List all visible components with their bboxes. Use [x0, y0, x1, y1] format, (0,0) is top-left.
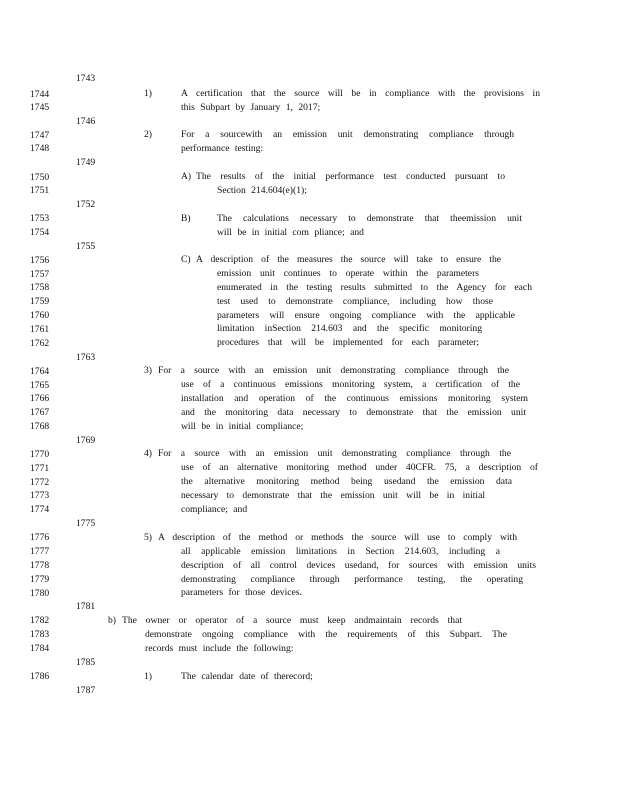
line-number: 1783: [30, 629, 50, 640]
line-number: 1761: [30, 324, 50, 335]
line-number: 1781: [76, 601, 96, 612]
paragraph-line: For a source with an emission unit demonstrating compliance through the: [158, 448, 511, 459]
line-number: 1774: [30, 504, 50, 515]
list-marker: C): [181, 254, 191, 265]
line-number: 1782: [30, 615, 50, 626]
paragraph-line: description of all control devices usedand, for sources with emission units: [181, 560, 536, 571]
line-number: 1749: [76, 157, 96, 168]
list-marker: 1): [144, 88, 152, 99]
paragraph-line: A description of the method or methods the source will use to comply with: [158, 532, 517, 543]
paragraph-line: enumerated in the testing results submitted to the Agency for each: [217, 282, 532, 293]
line-number: 1760: [30, 310, 50, 321]
line-number: 1757: [30, 269, 50, 280]
line-number: 1758: [30, 282, 50, 293]
paragraph-line: For a source with an emission unit demonstrating compliance through the: [158, 365, 509, 376]
paragraph-line: emission unit continues to operate within the parameters: [217, 268, 479, 279]
paragraph-line: The calculations necessary to demonstrate that theemission unit: [217, 213, 522, 224]
line-number: 1743: [76, 73, 96, 84]
paragraph-line: The calendar date of therecord;: [181, 671, 313, 682]
list-marker: 4): [144, 448, 152, 459]
line-number: 1777: [30, 546, 50, 557]
paragraph-line: use of a continuous emissions monitoring system, a certification of the: [181, 379, 520, 390]
list-marker: B): [181, 213, 191, 224]
line-number: 1744: [30, 89, 50, 100]
line-number: 1762: [30, 338, 50, 349]
paragraph-line: limitation inSection 214.603 and the specific monitoring: [217, 323, 482, 334]
line-number: 1779: [30, 574, 50, 585]
line-number: 1752: [76, 199, 96, 210]
line-number: 1786: [30, 671, 50, 682]
line-number: 1766: [30, 393, 50, 404]
paragraph-line: installation and operation of the continuous emissions monitoring system: [181, 393, 528, 404]
line-number: 1778: [30, 560, 50, 571]
list-marker: 1): [144, 671, 152, 682]
line-number: 1769: [76, 435, 96, 446]
list-marker: 3): [144, 365, 152, 376]
line-number: 1765: [30, 380, 50, 391]
paragraph-line: test used to demonstrate compliance, including how those: [217, 296, 493, 307]
line-number: 1785: [76, 657, 96, 668]
paragraph-line: performance testing:: [181, 143, 264, 154]
paragraph-line: For a sourcewith an emission unit demonstrating compliance through: [181, 129, 514, 140]
line-number: 1763: [76, 352, 96, 363]
paragraph-line: necessary to demonstrate that the emission unit will be in initial: [181, 490, 485, 501]
paragraph-line: demonstrating compliance through performance testing, the operating: [181, 574, 523, 585]
paragraph-line: parameters for those devices.: [181, 587, 302, 598]
line-number: 1753: [30, 213, 50, 224]
line-number: 1751: [30, 185, 50, 196]
line-number: 1773: [30, 490, 50, 501]
line-number: 1775: [76, 518, 96, 529]
line-number: 1770: [30, 449, 50, 460]
line-number: 1767: [30, 407, 50, 418]
paragraph-line: all applicable emission limitations in Section 214.603, including a: [181, 546, 500, 557]
paragraph-line: the alternative monitoring method being usedand the emission data: [181, 476, 512, 487]
list-marker: 2): [144, 129, 152, 140]
list-marker: b): [108, 615, 116, 626]
paragraph-line: A description of the measures the source will take to ensure the: [196, 254, 501, 265]
line-number: 1745: [30, 102, 50, 113]
paragraph-line: procedures that will be implemented for each parameter;: [217, 337, 479, 348]
paragraph-line: demonstrate ongoing compliance with the requirements of this Subpart. The: [145, 629, 507, 640]
line-number: 1759: [30, 296, 50, 307]
line-number: 1747: [30, 130, 50, 141]
line-number: 1754: [30, 227, 50, 238]
line-number: 1756: [30, 255, 50, 266]
paragraph-line: records must include the following:: [145, 643, 294, 654]
line-number: 1784: [30, 643, 50, 654]
line-number: 1768: [30, 421, 50, 432]
line-number: 1771: [30, 463, 50, 474]
line-number: 1750: [30, 172, 50, 183]
paragraph-line: parameters will ensure ongoing compliance with the applicable: [217, 310, 515, 321]
paragraph-line: will be in initial compliance;: [181, 421, 304, 432]
paragraph-line: The results of the initial performance test conducted pursuant to: [196, 171, 505, 182]
line-number: 1787: [76, 685, 96, 696]
list-marker: 5): [144, 532, 152, 543]
paragraph-line: compliance; and: [181, 504, 248, 515]
paragraph-line: this Subpart by January 1, 2017;: [181, 102, 321, 113]
paragraph-line: The owner or operator of a source must keep andmaintain records that: [122, 615, 462, 626]
paragraph-line: will be in initial com pliance; and: [217, 227, 364, 238]
paragraph-line: A certification that the source will be in compliance with the provisions in: [181, 88, 540, 99]
paragraph-line: Section 214.604(e)(1);: [217, 185, 307, 196]
line-number: 1780: [30, 588, 50, 599]
line-number: 1772: [30, 477, 50, 488]
list-marker: A): [181, 171, 192, 182]
line-number: 1776: [30, 532, 50, 543]
line-number: 1755: [76, 241, 96, 252]
paragraph-line: and the monitoring data necessary to demonstrate that the emission unit: [181, 407, 526, 418]
line-number: 1764: [30, 366, 50, 377]
paragraph-line: use of an alternative monitoring method under 40CFR. 75, a description of: [181, 462, 538, 473]
line-number: 1748: [30, 143, 50, 154]
line-number: 1746: [76, 116, 96, 127]
